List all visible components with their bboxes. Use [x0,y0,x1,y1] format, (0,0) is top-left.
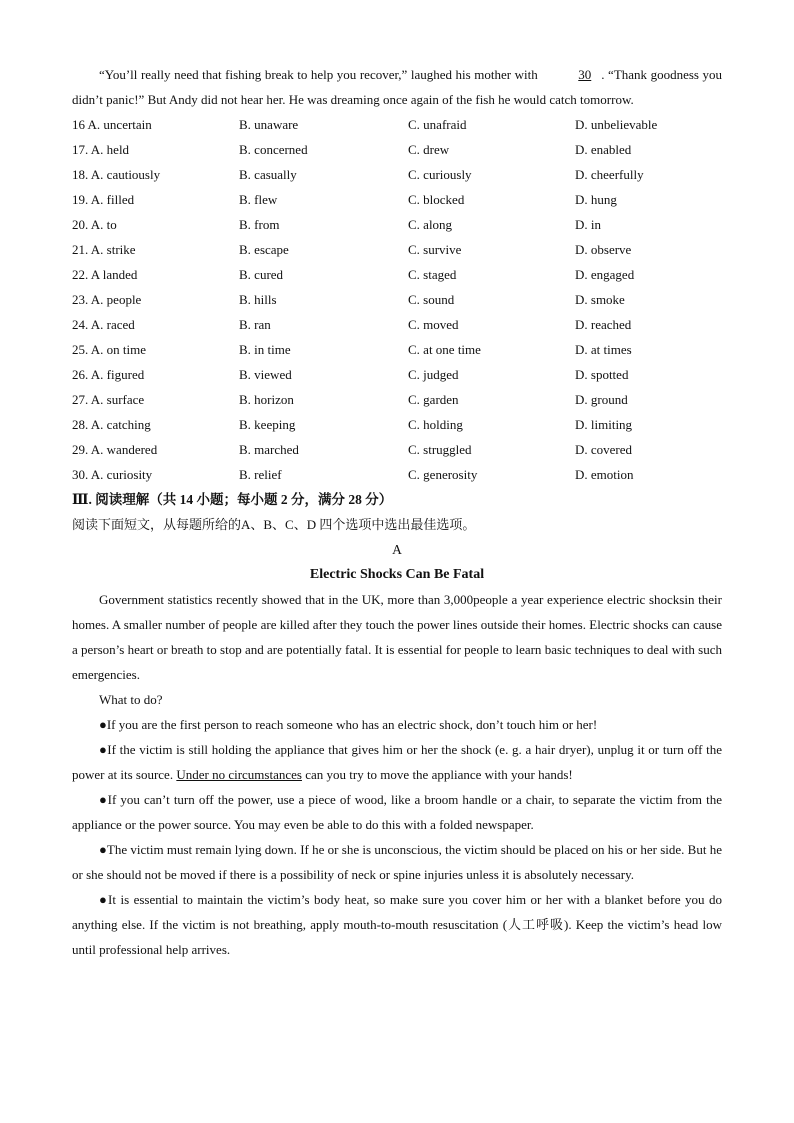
underlined-phrase: Under no circumstances [176,767,302,782]
option-row [72,112,722,137]
intro-text-1: “You’ll really need that fishing break to help you recover,” laughed his mother with [99,67,538,82]
option-row [72,137,722,162]
option-c: C. curiously [408,167,472,182]
option-row [72,237,722,262]
option-b: B. marched [239,442,299,457]
options-list [72,112,722,487]
option-a: 26. A. figured [72,367,145,382]
option-row [72,362,722,387]
bullet-5: ●It is essential to maintain the victim’s body heat, so make sure you cover him or her with a blanket before you do anything else. If the victim is not breathing, apply mouth-to-mouth resuscitation (人工呼吸). Keep the victim’s head low until professional help arrives. [72,892,722,957]
option-d: D. cheerfully [575,167,644,182]
option-row [72,437,722,462]
section-instruction: 阅读下面短文，从每题所给的A、B、C、D 四个选项中选出最佳选项。 [72,517,476,532]
option-row [72,287,722,312]
option-a: 29. A. wandered [72,442,158,457]
option-c: C. holding [408,417,463,432]
bullet-2 [72,737,722,787]
option-a: 22. A landed [72,267,138,282]
intro-paragraph [72,62,722,112]
option-d: D. reached [575,317,632,332]
option-c: C. staged [408,267,457,282]
option-b: B. concerned [239,142,308,157]
bullet-1: ●If you are the first person to reach someone who has an electric shock, don’t touch him or her! [99,717,598,732]
option-c: C. drew [408,142,450,157]
option-a: 21. A. strike [72,242,136,257]
option-b: B. cured [239,267,284,282]
option-d: D. ground [575,392,628,407]
option-a: 30. A. curiosity [72,467,153,482]
option-d: D. enabled [575,142,632,157]
intro-text-2: . “Thank goodness you didn’t panic!” But Andy did not hear her. He was dreaming once again of the fish he would catch tomorrow. [72,67,722,107]
option-row [72,187,722,212]
option-d: D. at times [575,342,632,357]
option-c: C. at one time [408,342,481,357]
option-a: 17. A. held [72,142,130,157]
option-d: D. limiting [575,417,633,432]
passage-letter: A [392,542,402,557]
option-d: D. covered [575,442,633,457]
option-b: B. unaware [239,117,299,132]
option-b: B. hills [239,292,277,307]
option-c: C. garden [408,392,459,407]
option-d: D. in [575,217,601,232]
option-b: B. in time [239,342,291,357]
option-row [72,212,722,237]
option-b: B. keeping [239,417,296,432]
option-row [72,337,722,362]
option-c: C. generosity [408,467,478,482]
option-a: 28. A. catching [72,417,151,432]
option-b: B. escape [239,242,289,257]
option-d: D. emotion [575,467,634,482]
option-d: D. hung [575,192,617,207]
option-a: 18. A. cautiously [72,167,161,182]
option-d: D. observe [575,242,632,257]
option-a: 19. A. filled [72,192,135,207]
option-c: C. struggled [408,442,472,457]
bullet-3: ●If you can’t turn off the power, use a piece of wood, like a broom handle or a chair, to separate the victim from the appliance or the power source. You may even be able to do this with a folded newspaper. [72,792,722,832]
option-b: B. casually [239,167,297,182]
passage-paragraph-1: Government statistics recently showed that in the UK, more than 3,000people a year experience electric shocksin their homes. A smaller number of people are killed after they touch the power lines outside their homes. Electric shocks can cause a person’s heart or breath to stop and are potentially fatal. It is essential for people to learn basic techniques to deal with such emergencies. [72,592,722,682]
option-c: C. blocked [408,192,465,207]
option-d: D. smoke [575,292,625,307]
passage-title: Electric Shocks Can Be Fatal [309,567,485,582]
option-a: 23. A. people [72,292,142,307]
option-c: C. sound [408,292,455,307]
option-a: 20. A. to [72,217,117,232]
option-row [72,462,722,487]
option-b: B. from [239,217,280,232]
document-page [72,62,722,962]
blank-30: 30 [578,67,592,82]
bullet-2-text: ●If the victim is still holding the appliance that gives him or her the shock (e. g. a hair dryer), unplug it or turn off the power at its source. [72,742,722,782]
option-b: B. flew [239,192,278,207]
option-b: B. ran [239,317,271,332]
option-c: C. unafraid [408,117,467,132]
section-heading: Ⅲ. 阅读理解（共 14 小题；每小题 2 分，满分 28 分） [72,492,393,507]
option-b: B. relief [239,467,282,482]
option-c: C. survive [408,242,462,257]
option-a: 16 A. uncertain [72,117,152,132]
option-row [72,312,722,337]
option-d: D. unbelievable [575,117,658,132]
option-row [72,162,722,187]
option-c: C. moved [408,317,459,332]
bullet-2-text-end: can you try to move the appliance with your hands! [301,767,573,782]
option-row [72,412,722,437]
option-row [72,262,722,287]
option-row [72,387,722,412]
option-a: 27. A. surface [72,392,145,407]
option-a: 25. A. on time [72,342,147,357]
option-c: C. along [408,217,453,232]
option-b: B. viewed [239,367,292,382]
option-d: D. engaged [575,267,635,282]
option-b: B. horizon [239,392,294,407]
bullet-4: ●The victim must remain lying down. If he or she is unconscious, the victim should be placed on his or her side. But he or she should not be moved if there is a possibility of neck or spine injuries unless it is absolutely necessary. [72,842,722,882]
what-to-do-heading: What to do? [99,692,163,707]
option-d: D. spotted [575,367,629,382]
option-a: 24. A. raced [72,317,135,332]
option-c: C. judged [408,367,459,382]
